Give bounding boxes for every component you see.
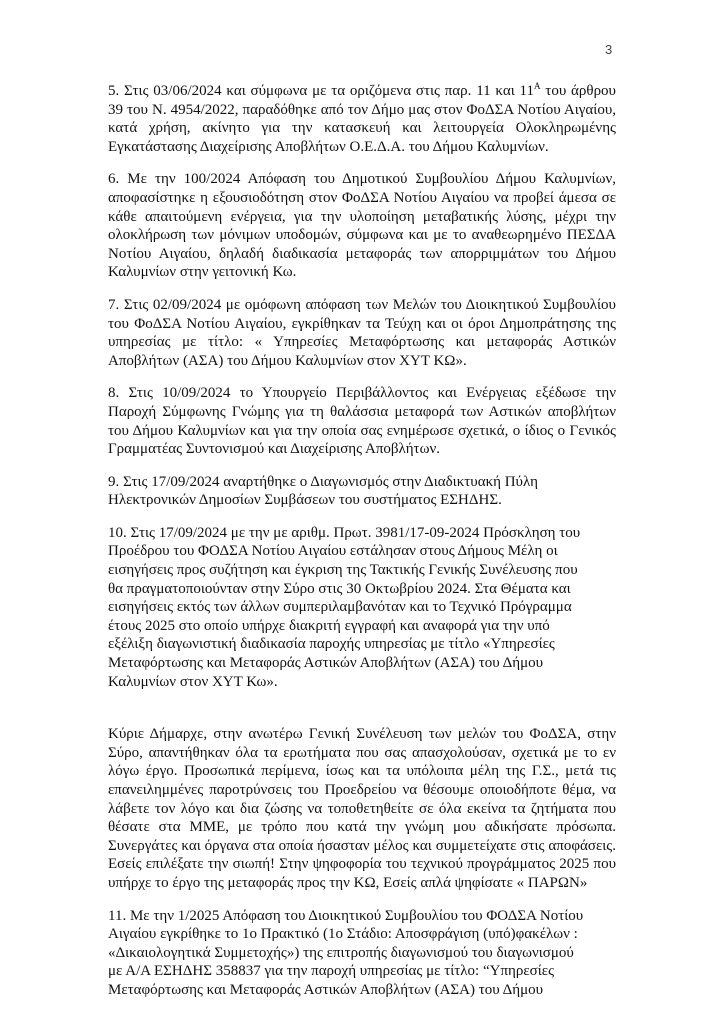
paragraph-10 [108,524,616,691]
document-body [108,82,616,1014]
paragraph-11-line: Μεταφόρτωσης και Μεταφοράς Αστικών Αποβλήτων (ΑΣΑ) του Δήμου [108,981,544,998]
paragraph-10-line: εισηγήσεις εκτός των άλλων συμπεριλαμβανόταν και το Τεχνικό Πρόγραμμα [108,599,572,616]
page-number: 3 [605,42,613,57]
paragraph-10-line: εξέλιξη διαγωνιστική διαδικασία παροχής υπηρεσίας με τίτλο «Υπηρεσίες [108,636,555,653]
paragraph-11-line: με Α/Α ΕΣΗΔΗΣ 358837 για την παροχή υπηρεσίας με τίτλο: “Υπηρεσίες [108,963,555,980]
paragraph-10-line: Προέδρου του ΦΟΔΣΑ Νοτίου Αιγαίου εστάλησαν στους Δήμους Μέλη οι [108,543,558,560]
paragraph-5 [108,82,616,156]
paragraph-10-line: 10. Στις 17/09/2024 με την με αριθμ. Πρωτ. 3981/17-09-2024 Πρόσκληση του [108,524,581,541]
paragraph-5-text-a: 5. Στις 03/06/2024 και σύμφωνα με τα οριζόμενα στις παρ. 11 και 11 [108,83,534,99]
paragraph-mayor-address: Κύριε Δήμαρχε, στην ανωτέρω Γενική Συνέλευση των μελών του ΦοΔΣΑ, στην Σύρο, απαντήθηκαν όλα τα ερωτήματα που σας απασχολούσαν, σχετικά με το εν λόγω έργο. Προσωπικά περίμενα, ίσως και τα υπόλοιπα μέλη της Γ.Σ., μετά τις επανειλημμένες παροτρύνσεις του Προεδρείου να θέσουμε οποιοδήποτε θέμα, να λάβετε τον λόγο και δια ζώσης να τοποθετηθείτε σε όλα εκείνα τα ζητήματα που θέσατε στα ΜΜΕ, με τρόπο που κατά την γνώμη μου αδικήσατε πρόσωπα. Συνεργάτες και όργανα στα οποία ήσασταν μέλος και συμμετείχατε στις αποφάσεις. Εσείς επιλέξατε την σιωπή! Στην ψηφοφορία του τεχνικού προγράμματος 2025 που υπήρχε το έργο της μεταφοράς προς την ΚΩ, Εσείς απλά ψηφίσατε « ΠΑΡΩΝ» [108,726,616,891]
paragraph-10-line: Καλυμνίων στον ΧΥΤ Κω». [108,673,278,690]
paragraph-9-line: Ηλεκτρονικών Δημοσίων Συμβάσεων του συστήματος ΕΣΗΔΗΣ. [108,492,502,509]
paragraph-7: 7. Στις 02/09/2024 με ομόφωνη απόφαση των Μελών του Διοικητικού Συμβουλίου του ΦοΔΣΑ Νοτίου Αιγαίου, εγκρίθηκαν τα Τεύχη και οι όροι Δημοπράτησης της υπηρεσίας με τίτλο: « Υπηρεσίες Μεταφόρτωσης και μεταφοράς Αστικών Αποβλήτων (ΑΣΑ) του Δήμου Καλυμνίων στον ΧΥΤ ΚΩ». [108,296,616,369]
paragraph-10-line: εισηγήσεις προς συζήτηση και έγκριση της Τακτικής Γενικής Συνέλευσης που [108,562,578,579]
paragraph-10-line: θα πραγματοποιούνταν στην Σύρο στις 30 Οκτωβρίου 2024. Στα Θέματα και [108,580,571,597]
paragraph-6: 6. Με την 100/2024 Απόφαση του Δημοτικού Συμβουλίου Δήμου Καλυμνίων, αποφασίστηκε η εξουσιοδότηση στον ΦοΔΣΑ Νοτίου Αιγαίου να προβεί άμεσα σε κάθε απαιτούμενη ενέργεια, για την υλοποίηση μεταβατικής λύσης, μέχρι την ολοκλήρωση των μόνιμων υποδομών, σύμφωνα και με το αναθεωρημένο ΠΕΣΔΑ Νοτίου Αιγαίου, δηλαδή διαδικασία μεταφοράς των απορριμμάτων του Δήμου Καλυμνίων στην γειτονική Κω. [108,171,616,281]
paragraph-8: 8. Στις 10/09/2024 το Υπουργείο Περιβάλλοντος και Ενέργειας εξέδωσε την Παροχή Σύμφωνης Γνώμης για τη θαλάσσια μεταφορά των Αστικών αποβλήτων του Δήμου Καλυμνίων και για την οποία σας ενημέρωσε σχετικά, ο ίδιος ο Γενικός Γραμματέας Συντονισμού και Διαχείρισης Αποβλήτων. [108,385,616,458]
paragraph-11-line: «Δικαιολογητικά Συμμετοχής») της επιτροπής διαγωνισμού του διαγωνισμού [108,944,574,961]
paragraph-11-line: 11. Με την 1/2025 Απόφαση του Διοικητικού Συμβουλίου του ΦΟΔΣΑ Νοτίου [108,907,584,924]
paragraph-9-line: 9. Στις 17/09/2024 αναρτήθηκε ο Διαγωνισμός στην Διαδικτυακή Πύλη [108,473,538,490]
paragraph-10-line: έτους 2025 στο οποίο υπήρχε διακριτή εγγραφή και αναφορά για την υπό [108,617,550,634]
superscript-a: Α [534,81,541,91]
paragraph-10-line: Μεταφόρτωσης και Μεταφοράς Αστικών Αποβλήτων (ΑΣΑ) του Δήμου [108,655,544,672]
paragraph-5-text-b: του άρθρου 39 του Ν. 4954/2022, παραδόθηκε από τον Δήμο μας στον ΦοΔΣΑ Νοτίου Αιγαίου, κατά χρήση, ακίνητο για την κατασκευή και λειτουργεία Ολοκληρωμένης Εγκατάστασης Διαχείρισης Αποβλήτων Ο.Ε.Δ.Α. του Δήμου Καλυμνίων. [108,83,616,155]
paragraph-11 [108,907,616,1000]
paragraph-9 [108,473,616,510]
paragraph-11-line: Αιγαίου εγκρίθηκε το 1ο Πρακτικό (1ο Στάδιο: Αποσφράγιση (υπό)φακέλων : [108,926,578,943]
